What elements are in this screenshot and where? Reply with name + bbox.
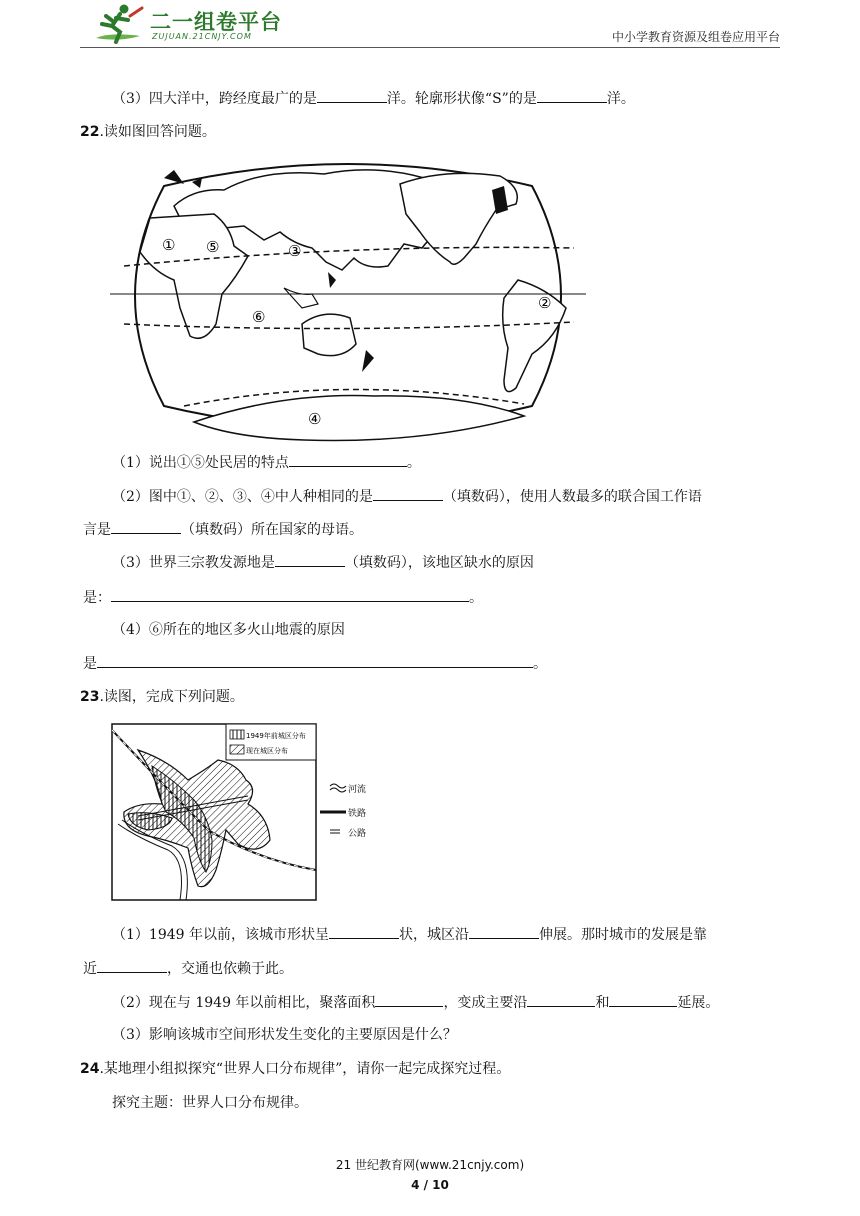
q22-p4-text-c: 。 xyxy=(533,656,547,672)
q23-part1 xyxy=(112,924,707,945)
q24-topic-text: 探究主题：世界人口分布规律。 xyxy=(112,1095,308,1111)
q22-p4-text-a: （4）⑥所在的地区多火山地震的原因 xyxy=(112,622,345,638)
q22-blank-3[interactable] xyxy=(111,519,181,534)
q22-p2-text-c: 言是 xyxy=(83,522,111,538)
q22-part2-cont xyxy=(83,519,363,540)
q23-part3 xyxy=(112,1025,457,1045)
q22-p3-text-c: 是： xyxy=(83,590,111,606)
q22-part2 xyxy=(112,486,702,507)
q22-p2-text-b: （填数码），使用人数最多的联合国工作语 xyxy=(442,489,702,505)
logo-subtext: ZUJUAN.21CNJY.COM xyxy=(152,32,252,41)
q24-number: 24 xyxy=(80,1061,100,1077)
footer-page-number: 4 / 10 xyxy=(411,1178,449,1192)
map-label-3: ③ xyxy=(288,242,302,260)
australia-shape xyxy=(302,314,356,355)
legend-road-label: 公路 xyxy=(348,829,367,839)
q23-part2 xyxy=(112,992,719,1013)
q22-p4-text-b: 是 xyxy=(83,656,97,672)
q23-p1-text-b: 状，城区沿 xyxy=(399,927,469,943)
q24-stem-text: .某地理小组拟探究“世界人口分布规律”，请你一起完成探究过程。 xyxy=(99,1061,511,1077)
page-header xyxy=(80,0,780,50)
legend-river-label: 河流 xyxy=(348,785,367,795)
map-label-5: ⑤ xyxy=(206,238,220,256)
q23-stem xyxy=(80,687,244,707)
platform-name: 中小学教育资源及组卷应用平台 xyxy=(611,30,780,44)
q22-number: 22 xyxy=(80,124,100,140)
site-logo[interactable] xyxy=(90,2,290,46)
q21-part3 xyxy=(112,88,635,109)
city-map xyxy=(108,720,380,904)
q23-p1-text-a: （1）1949 年以前，该城市形状呈 xyxy=(112,927,329,943)
q22-blank-5[interactable] xyxy=(111,587,469,602)
q24-topic xyxy=(112,1093,308,1113)
q22-p2-text-d: （填数码）所在国家的母语。 xyxy=(181,522,363,538)
footer-site[interactable]: 21 世纪教育网(www.21cnjy.com) xyxy=(335,1158,525,1172)
q23-p2-text-c: 和 xyxy=(595,995,610,1011)
map-label-1: ① xyxy=(162,236,176,254)
q23-blank-5[interactable] xyxy=(527,992,595,1007)
q24-stem xyxy=(80,1059,510,1079)
world-map xyxy=(104,148,592,444)
q23-p1-text-c: 伸展。那时城市的发展是靠 xyxy=(539,927,707,943)
q23-blank-2[interactable] xyxy=(469,924,539,939)
legend-rail-label: 铁路 xyxy=(348,809,367,819)
q23-p2-text-a: （2）现在与 1949 年以前相比，聚落面积 xyxy=(112,995,376,1011)
map-label-4: ④ xyxy=(308,410,322,428)
q22-p3-text-a: （3）世界三宗教发源地是 xyxy=(112,555,275,571)
q23-blank-1[interactable] xyxy=(329,924,399,939)
q21-blank-1[interactable] xyxy=(317,88,387,103)
legend-now-label: 现在城区分布 xyxy=(246,747,288,755)
q23-number: 23 xyxy=(80,689,100,705)
q22-p3-text-d: 。 xyxy=(469,590,483,606)
q22-part4 xyxy=(112,620,345,640)
header-divider xyxy=(80,47,780,48)
map-label-2: ② xyxy=(538,294,552,312)
q22-stem xyxy=(80,122,216,142)
q22-p3-text-b: （填数码），该地区缺水的原因 xyxy=(344,555,534,571)
q21-part3-text-a: （3）四大洋中，跨经度最广的是 xyxy=(112,91,317,107)
q22-part4-cont xyxy=(83,653,547,674)
q23-p2-text-d: 延展。 xyxy=(677,995,720,1011)
logo-text: 二一组卷平台 xyxy=(150,10,282,34)
q22-part3-cont xyxy=(83,587,483,608)
q22-blank-1[interactable] xyxy=(289,452,407,467)
q23-blank-4[interactable] xyxy=(375,992,443,1007)
q22-blank-2[interactable] xyxy=(373,486,443,501)
q22-p1-text-b: 。 xyxy=(406,455,421,471)
q23-p2-text-b: ，变成主要沿 xyxy=(443,995,528,1011)
q23-blank-6[interactable] xyxy=(609,992,677,1007)
q21-part3-text-b: 洋。轮廓形状像“S”的是 xyxy=(386,91,537,107)
runner-logo-icon xyxy=(90,2,146,46)
legend-1949-label: 1949年前城区分布 xyxy=(246,732,306,740)
q23-p1-text-d: 近 xyxy=(83,961,97,977)
q23-p1-text-e: ，交通也依赖于此。 xyxy=(167,961,293,977)
map-label-6: ⑥ xyxy=(252,308,266,326)
q21-blank-2[interactable] xyxy=(537,88,607,103)
q22-p1-text-a: （1）说出①⑤处民居的特点 xyxy=(112,455,289,471)
q22-stem-text: .读如图回答问题。 xyxy=(99,124,216,140)
q22-blank-6[interactable] xyxy=(97,653,533,668)
q23-p3-text: （3）影响该城市空间形状发生变化的主要原因是什么？ xyxy=(112,1027,457,1043)
q23-stem-text: .读图，完成下列问题。 xyxy=(99,689,244,705)
q21-part3-text-c: 洋。 xyxy=(606,91,635,107)
q22-p2-text-a: （2）图中①、②、③、④中人种相同的是 xyxy=(112,489,373,505)
q22-blank-4[interactable] xyxy=(275,552,345,567)
q22-part1 xyxy=(112,452,421,473)
q23-part1-cont xyxy=(83,958,293,979)
q23-blank-3[interactable] xyxy=(97,958,167,973)
q22-part3 xyxy=(112,552,534,573)
